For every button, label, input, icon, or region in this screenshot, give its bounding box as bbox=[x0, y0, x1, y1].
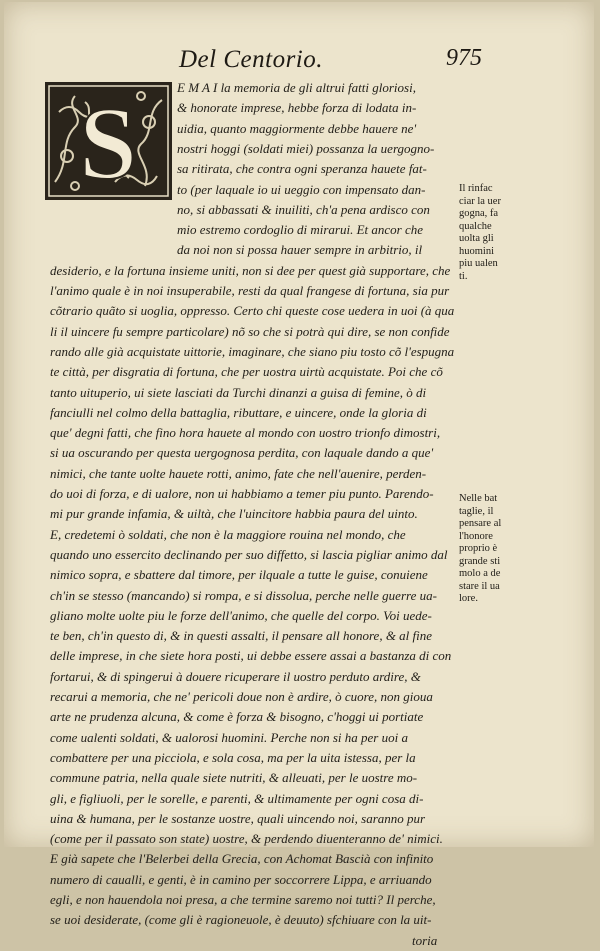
marginal-note-line: pensare al bbox=[459, 518, 502, 529]
text-line: delle imprese, in che siete hora posti, ui debbe essere assai a bastanza di con bbox=[50, 648, 452, 664]
text-line: mi pur grande infamia, & uiltà, che l'uincitore habbia paura del uinto. bbox=[50, 506, 418, 522]
text-line: desiderio, e la fortuna insieme uniti, non si dee per quest già supportare, che bbox=[50, 262, 451, 278]
book-page bbox=[4, 2, 594, 948]
text-line: mio estremo cordoglio di mirarui. Et ancor che bbox=[177, 222, 424, 238]
running-head: Del Centorio. bbox=[179, 46, 323, 73]
text-line: quando uno essercito declinando per suo diffetto, si lascia pigliar animo dal bbox=[50, 546, 448, 562]
marginal-note-line: uolta gli bbox=[459, 233, 494, 244]
text-line: nimico sopra, e sbattere dal timore, per ilquale a tutte le guise, conuiene bbox=[50, 567, 428, 583]
text-line: numero di caualli, e genti, è in camino per soccorrere Lippa, e arriuando bbox=[50, 871, 432, 887]
marginal-note-line: grande sti bbox=[459, 555, 501, 567]
text-line: gli, e figliuoli, per le sorelle, e parenti, & ultimamente per ogni cosa di- bbox=[50, 790, 424, 806]
text-line: come ualenti soldati, & ualorosi huomini. Perche non si ha per uoi a bbox=[50, 729, 408, 745]
text-line: (come per il passato son state) uostre, & perdendo diuenteranno de' nimici. bbox=[50, 831, 443, 847]
text-line: si ua oscurando per questa uergognosa perdita, con laquale dando a que' bbox=[50, 445, 434, 461]
text-line: ch'in se stesso (mancando) si rompa, e si dissolua, perche nelle guerre ua- bbox=[50, 587, 437, 603]
text-line: tanto uituperio, ui siete lasciati da Turchi dinanzi a guisa di femine, ò di bbox=[50, 384, 427, 400]
text-line: uidia, quanto maggiormente debbe hauere ne' bbox=[177, 120, 417, 136]
text-line: E M A I la memoria de gli altrui fatti gloriosi, bbox=[177, 80, 416, 95]
marginal-note-line: l'honore bbox=[459, 530, 493, 542]
text-line: fortarui, & di spingerui à douere ricuperare il uostro perduto ardire, & bbox=[50, 668, 421, 684]
page-number: 975 bbox=[446, 45, 482, 71]
text-line: te città, per disgratia di fortuna, che per uostra uirtù acquistate. Poi che cõ bbox=[50, 364, 443, 380]
marginal-note-line: lore. bbox=[459, 593, 478, 604]
text-line: cõtrario quãto si uoglia, oppresso. Certo chi queste cose uedera in uoi (à qua bbox=[50, 303, 455, 319]
text-line: fanciulli nel colmo della battaglia, ributtare, e uincere, onde la gloria di bbox=[50, 404, 427, 420]
text-line: E, credetemi ò soldati, che non è la maggiore rouina nel mondo, che bbox=[50, 526, 406, 542]
text-line: te ben, ch'in questo di, & in questi assalti, il pensare all honore, & al fine bbox=[50, 628, 433, 644]
marginal-note-line: qualche bbox=[459, 220, 492, 232]
text-line: uina & humana, per le sostanze uostre, quali uincendo noi, saranno pur bbox=[50, 810, 426, 826]
marginal-note-line: molo a de bbox=[459, 568, 501, 579]
text-line: do uoi di forza, e di ualore, non ui habbiamo a temer piu punto. Parendo- bbox=[50, 486, 434, 501]
marginal-note-line: huomini bbox=[459, 245, 495, 257]
text-line: combattere per una picciola, e sola cosa, ma per la uita istessa, per la bbox=[50, 749, 416, 765]
text-line: rando alle già acquistate uittorie, imaginare, che siano piu tosto cõ l'espugna bbox=[50, 343, 455, 359]
initial-letter: S bbox=[79, 86, 137, 200]
marginal-note-line: ti. bbox=[459, 270, 468, 282]
marginal-note-line: proprio è bbox=[459, 543, 498, 554]
text-line: da noi non si possa hauer sempre in arbitrio, il bbox=[177, 242, 423, 258]
text-line: to (per laquale io ui ueggio con impensato dan- bbox=[177, 181, 426, 197]
marginal-note-line: ciar la uer bbox=[459, 195, 501, 207]
text-line: recarui a memoria, che ne' pericoli doue non è ardire, ò cuore, non gioua bbox=[50, 689, 433, 704]
text-line: nimici, che tante uolte hauete rotti, animo, fate che nell'auenire, perden- bbox=[50, 465, 427, 481]
text-line: que' degni fatti, che fino hora hauete al mondo con uostro trionfo dimostri, bbox=[50, 425, 441, 441]
text-line: se uoi desiderate, (come gli è ragioneuole, è deuuto) sfchiuare con la uit- bbox=[50, 912, 432, 928]
marginal-note-line: Nelle bat bbox=[459, 493, 498, 504]
text-line: egli, e non hauendola noi presa, a che termine saremo noi tutti? Il perche, bbox=[50, 892, 436, 907]
marginal-note-line: gogna, fa bbox=[459, 208, 499, 219]
text-line: li il uincere fu sempre particolare) nõ so che si potrà qui dire, se non confide bbox=[50, 323, 450, 339]
text-line: sa ritirata, che contra ogni speranza hauete fat- bbox=[177, 161, 427, 177]
text-line: commune patria, nella quale siete nutriti, & alleuati, per le uostre mo- bbox=[50, 770, 418, 786]
text-line: nostri hoggi (soldati miei) possanza la uergogno- bbox=[177, 140, 435, 156]
text-line: toria bbox=[412, 932, 438, 948]
text-line: E già sapete che l'Belerbei della Grecia, con Achomat Bascià con infinito bbox=[50, 851, 434, 867]
marginal-note-line: taglie, il bbox=[459, 505, 494, 517]
marginal-note-line: stare il ua bbox=[459, 580, 500, 592]
text-line: gliano molte uolte piu le forze dell'animo, che quelle del corpo. Voi uede- bbox=[50, 607, 432, 623]
marginal-note-line: Il rinfac bbox=[459, 183, 493, 194]
marginal-note-line: piu ualen bbox=[459, 258, 498, 269]
text-line: l'animo quale è in noi insuperabile, resti da qual frangese di fortuna, sia pur bbox=[50, 283, 450, 298]
ornamental-initial-s-icon bbox=[45, 82, 172, 200]
text-line: & honorate imprese, hebbe forza di lodata in- bbox=[177, 100, 417, 116]
text-line: no, si abbassati & inuiliti, ch'a pena ardisco con bbox=[177, 201, 430, 217]
text-line: arte ne prudenza alcuna, & come è forza & bisogno, c'hoggi ui portiate bbox=[50, 709, 424, 725]
